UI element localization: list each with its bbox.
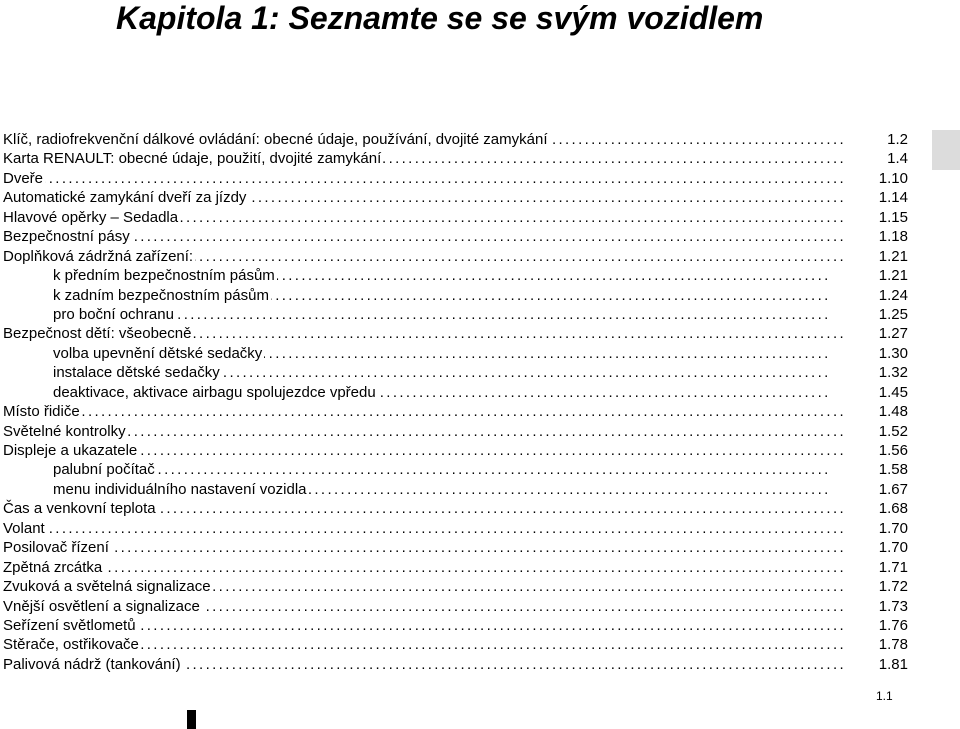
toc-entry (3, 519, 847, 538)
toc-entry-page: 1.45 (878, 383, 908, 401)
toc-row (3, 130, 908, 149)
toc-row (3, 655, 908, 674)
toc-entry-page: 1.68 (878, 500, 908, 518)
toc-row (3, 208, 908, 227)
toc-entry-label: Stěrače, ostřikovače (3, 636, 139, 654)
toc-entry (3, 169, 847, 188)
toc-row (3, 344, 908, 363)
toc-entry-page: 1.70 (878, 519, 908, 537)
toc-entry-label: Zpětná zrcátka (3, 558, 103, 576)
toc-row (3, 519, 908, 538)
toc-entry-label: Vnější osvětlení a signalizace (3, 597, 200, 615)
toc-entry (3, 247, 847, 266)
toc-entry (3, 655, 847, 674)
toc-entry (3, 538, 847, 557)
toc-entry (3, 558, 847, 577)
toc-entry-label: Karta RENAULT: obecné údaje, použití, dvojité zamykání (3, 150, 382, 168)
toc-entry (3, 188, 847, 207)
toc-entry-page: 1.4 (887, 150, 908, 168)
toc-row (3, 149, 908, 168)
toc-entry-page: 1.78 (878, 636, 908, 654)
toc-entry (3, 597, 847, 616)
toc-entry-page: 1.56 (878, 442, 908, 459)
toc-entry-page: 1.67 (878, 480, 908, 498)
toc-entry-page: 1.27 (878, 325, 908, 343)
toc-entry-label: volba upevnění dětské sedačky (53, 344, 263, 362)
toc-row (3, 460, 908, 479)
toc-entry-page: 1.18 (878, 228, 908, 246)
toc-entry-label: Bezpečnost dětí: všeobecně (3, 325, 192, 343)
table-of-contents (3, 130, 908, 674)
toc-entry (3, 499, 847, 518)
toc-entry (3, 616, 847, 635)
toc-entry-label: Světelné kontrolky (3, 422, 126, 440)
toc-entry-page: 1.32 (878, 364, 908, 382)
toc-row (3, 499, 908, 518)
toc-entry-page: 1.72 (878, 578, 908, 596)
toc-entry-label: Bezpečnostní pásy (3, 228, 130, 246)
page-title: Kapitola 1: Seznamte se se svým vozidlem (116, 0, 764, 36)
toc-subentry (53, 480, 829, 499)
toc-row (3, 558, 908, 577)
toc-subentry (53, 363, 829, 382)
toc-entry-label: Volant (3, 519, 45, 537)
toc-row (3, 266, 908, 285)
toc-entry-label: Hlavové opěrky – Sedadla (3, 208, 179, 226)
toc-entry-page: 1.81 (878, 655, 908, 673)
toc-entry-label: deaktivace, aktivace airbagu spolujezdce vpředu (53, 383, 376, 401)
toc-subentry (53, 266, 829, 285)
toc-row (3, 286, 908, 305)
toc-subentry (53, 344, 829, 363)
toc-entry-page: 1.21 (878, 247, 908, 265)
toc-entry-label: Displeje a ukazatele (3, 442, 138, 459)
toc-row (3, 247, 908, 266)
toc-entry-label: Dveře (3, 169, 44, 187)
toc-entry (3, 577, 847, 596)
toc-row (3, 441, 908, 460)
toc-entry-page: 1.71 (878, 558, 908, 576)
toc-row (3, 402, 908, 421)
toc-entry-page: 1.58 (878, 461, 908, 479)
toc-row (3, 616, 908, 635)
toc-entry-label: Automatické zamykání dveří za jízdy (3, 189, 247, 207)
toc-entry-page: 1.10 (878, 169, 908, 187)
toc-row (3, 383, 908, 402)
toc-entry-page: 1.76 (878, 616, 908, 634)
toc-subentry (53, 460, 829, 479)
toc-row (3, 227, 908, 246)
toc-entry-label: instalace dětské sedačky (53, 364, 220, 382)
toc-entry-page: 1.73 (878, 597, 908, 615)
toc-entry-label: k zadním bezpečnostním pásům (53, 286, 269, 304)
toc-row (3, 480, 908, 499)
toc-entry-label: pro boční ochranu (53, 305, 174, 323)
toc-entry-page: 1.70 (878, 539, 908, 557)
toc-entry (3, 130, 847, 149)
toc-entry-label: menu individuálního nastavení vozidla (53, 480, 307, 498)
toc-entry (3, 635, 847, 654)
chapter-tab (932, 130, 960, 170)
toc-entry-page: 1.48 (878, 403, 908, 421)
toc-entry-page: 1.52 (878, 422, 908, 440)
toc-row (3, 305, 908, 324)
toc-entry-page: 1.15 (878, 208, 908, 226)
toc-row (3, 635, 908, 654)
toc-entry (3, 441, 847, 460)
toc-row (3, 363, 908, 382)
toc-entry-label: Čas a venkovní teplota (3, 500, 156, 518)
crop-mark (187, 710, 196, 729)
toc-entry (3, 422, 847, 441)
toc-entry-page: 1.2 (887, 131, 908, 148)
toc-entry-label: palubní počítač (53, 461, 155, 479)
toc-entry-page: 1.21 (878, 267, 908, 285)
toc-entry-page: 1.25 (878, 305, 908, 323)
toc-entry (3, 227, 847, 246)
toc-entry (3, 324, 847, 343)
toc-entry-page: 1.24 (878, 286, 908, 304)
toc-subentry (53, 383, 829, 402)
toc-row (3, 188, 908, 207)
toc-subentry (53, 305, 829, 324)
toc-row (3, 597, 908, 616)
toc-entry-label: Palivová nádrž (tankování) (3, 655, 181, 673)
toc-entry-label: Seřízení světlometů (3, 616, 136, 634)
toc-entry-page: 1.14 (878, 189, 908, 207)
toc-entry (3, 402, 847, 421)
toc-row (3, 577, 908, 596)
toc-entry-label: Posilovač řízení (3, 539, 109, 557)
toc-entry-label: k předním bezpečnostním pásům (53, 267, 275, 285)
toc-entry-label: Klíč, radiofrekvenční dálkové ovládání: obecné údaje, používání, dvojité zamykání (3, 131, 548, 148)
toc-entry (3, 149, 847, 168)
toc-row (3, 422, 908, 441)
toc-entry-label: Zvuková a světelná signalizace (3, 578, 211, 596)
toc-row (3, 169, 908, 188)
toc-entry (3, 208, 847, 227)
toc-entry-label: Místo řidiče (3, 403, 80, 421)
toc-entry-label: Doplňková zádržná zařízení: (3, 247, 194, 265)
toc-row (3, 538, 908, 557)
toc-row (3, 324, 908, 343)
page-number: 1.1 (876, 689, 893, 703)
toc-subentry (53, 286, 829, 305)
toc-entry-page: 1.30 (878, 344, 908, 362)
